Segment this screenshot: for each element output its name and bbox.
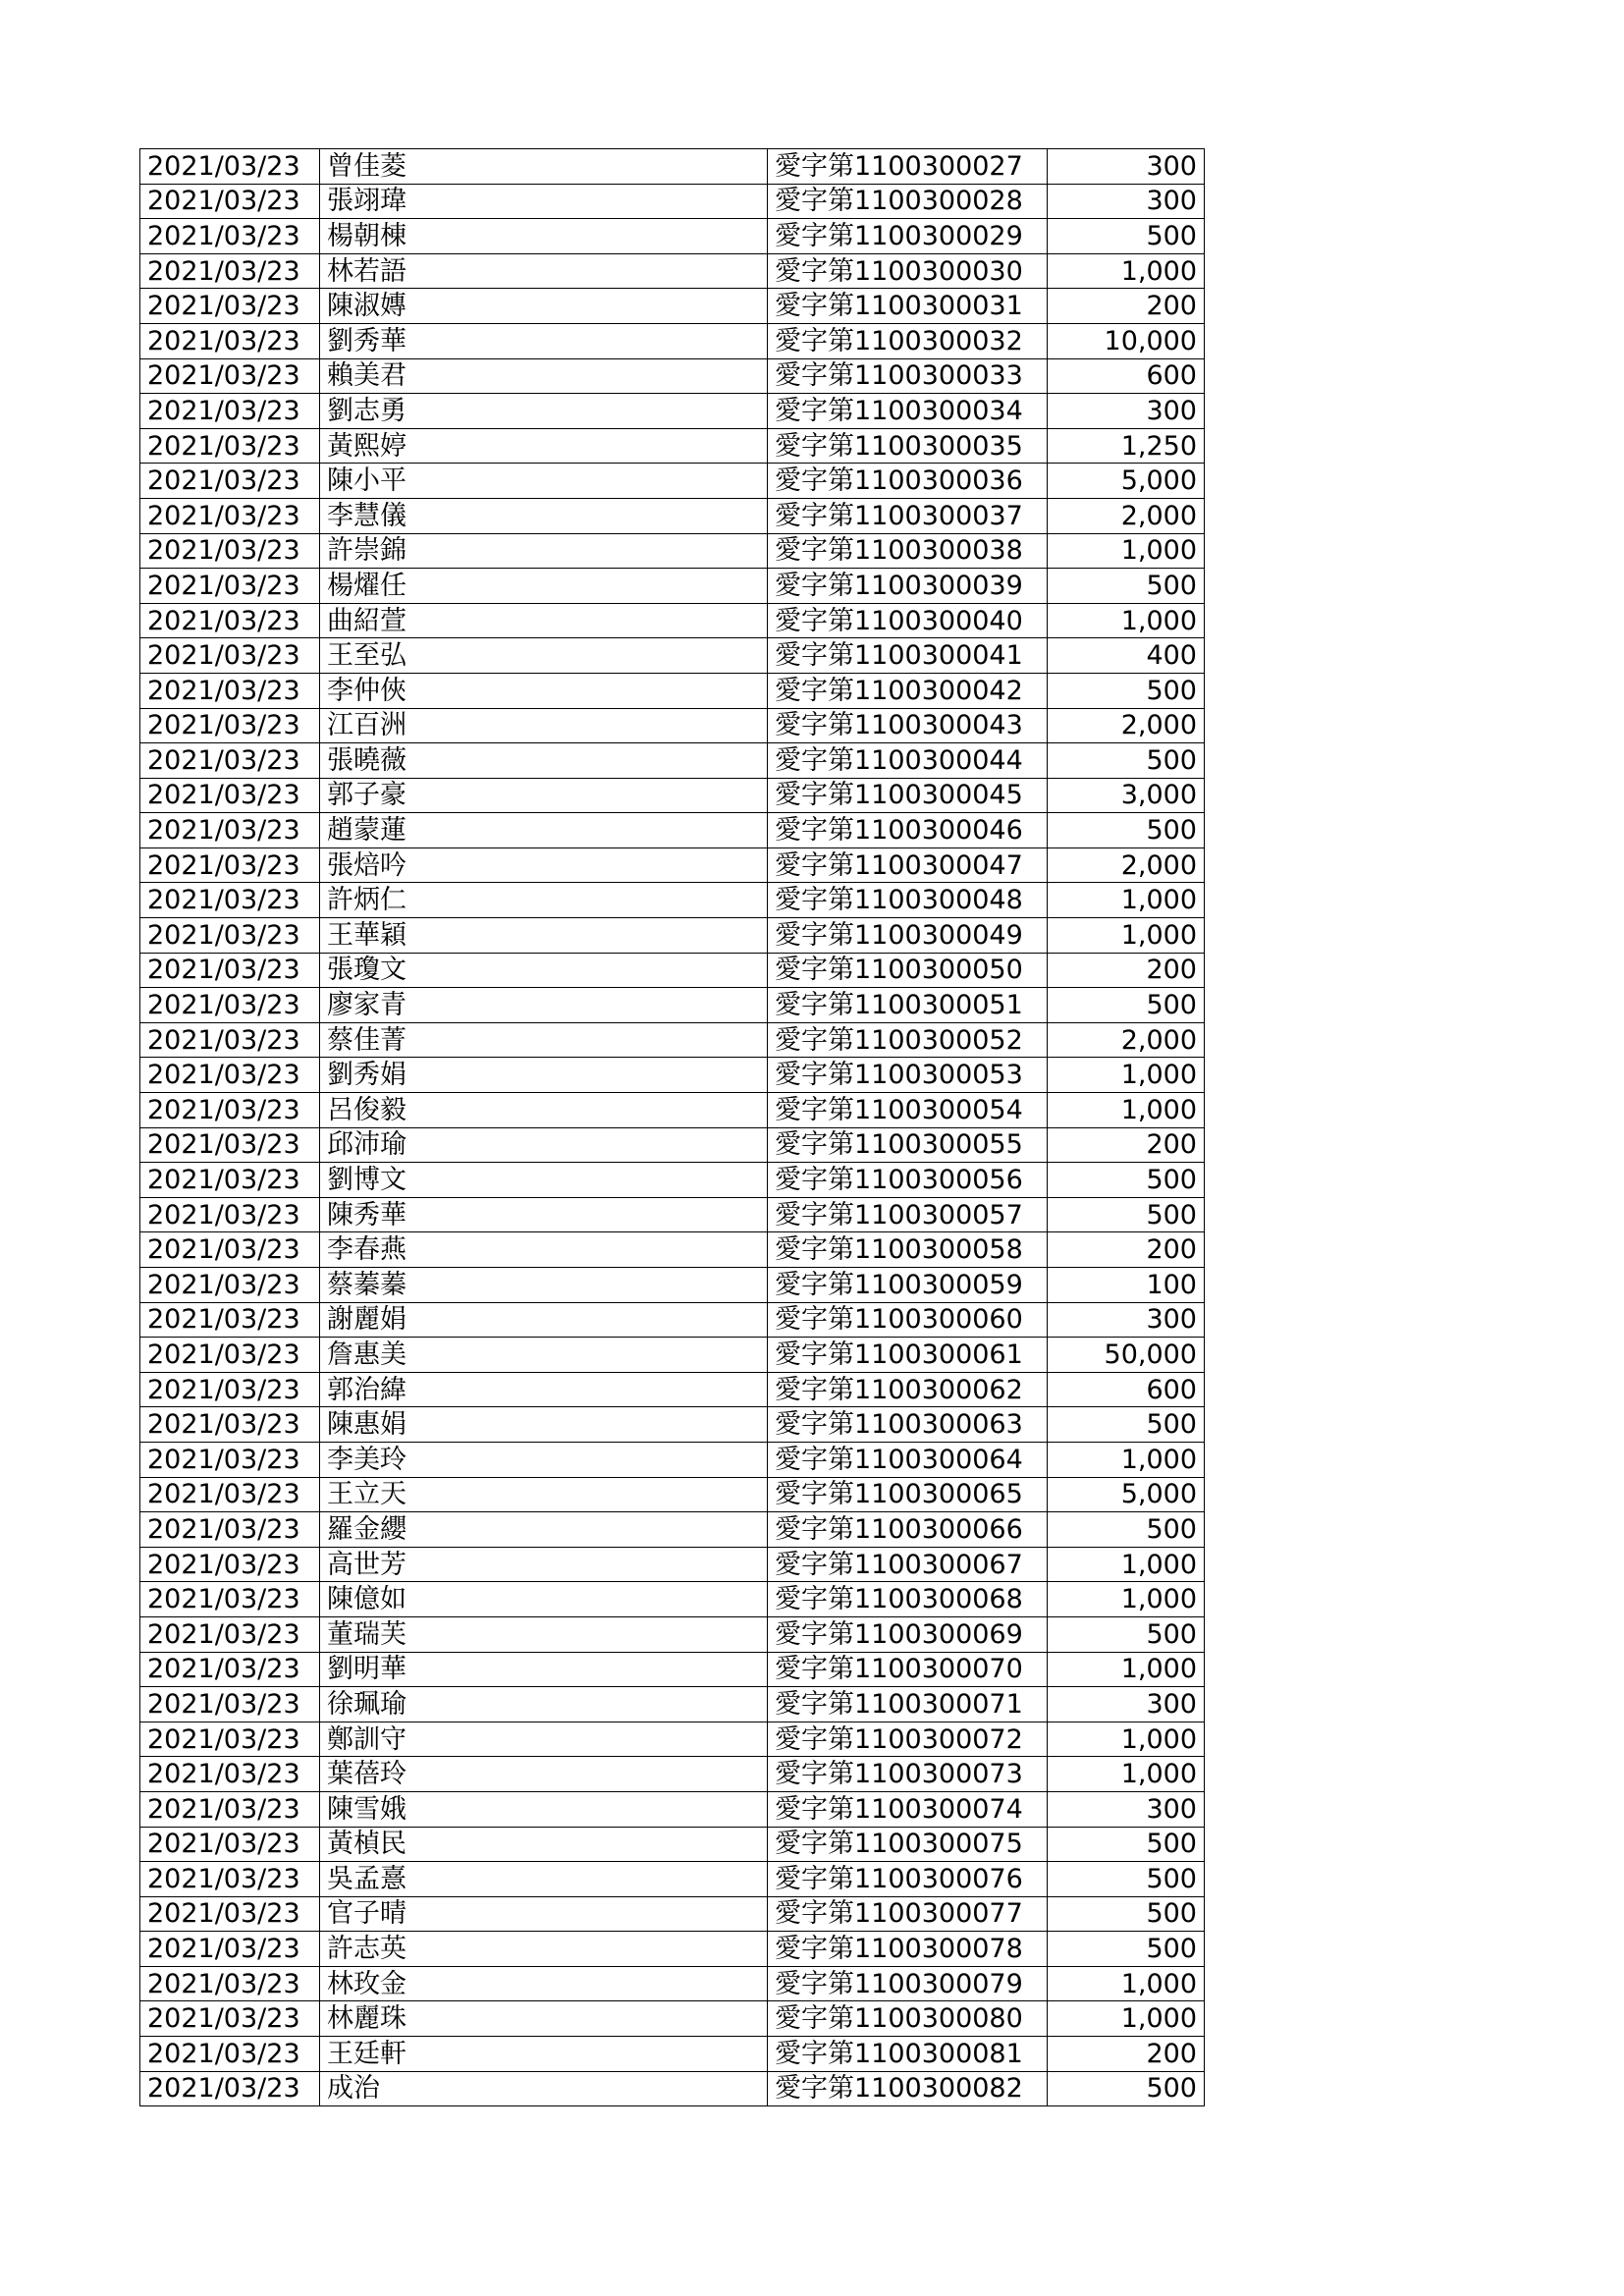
date-cell: 2021/03/23: [140, 394, 320, 429]
amount-cell: 500: [1048, 2071, 1205, 2106]
date-cell: 2021/03/23: [140, 743, 320, 779]
receipt-number-cell: 愛字第1100300034: [768, 394, 1048, 429]
table-row: [140, 988, 1205, 1023]
receipt-number-cell: 愛字第1100300045: [768, 778, 1048, 813]
donor-name-cell: 董瑞芙: [320, 1616, 768, 1652]
donor-name-cell: 郭治緯: [320, 1372, 768, 1407]
table-row: [140, 847, 1205, 883]
receipt-number-cell: 愛字第1100300042: [768, 673, 1048, 708]
receipt-number-cell: 愛字第1100300071: [768, 1687, 1048, 1722]
table-row: [140, 2001, 1205, 2037]
receipt-number-cell: 愛字第1100300053: [768, 1058, 1048, 1093]
table-row: [140, 184, 1205, 219]
receipt-number-cell: 愛字第1100300069: [768, 1616, 1048, 1652]
table-row: [140, 1652, 1205, 1687]
amount-cell: 300: [1048, 1687, 1205, 1722]
donor-name-cell: 劉博文: [320, 1163, 768, 1198]
receipt-number-cell: 愛字第1100300040: [768, 603, 1048, 638]
receipt-number-cell: 愛字第1100300060: [768, 1302, 1048, 1338]
amount-cell: 1,000: [1048, 603, 1205, 638]
amount-cell: 5,000: [1048, 1477, 1205, 1512]
table-row: [140, 533, 1205, 569]
donor-name-cell: 李美玲: [320, 1442, 768, 1477]
receipt-number-cell: 愛字第1100300043: [768, 708, 1048, 743]
date-cell: 2021/03/23: [140, 1163, 320, 1198]
receipt-number-cell: 愛字第1100300082: [768, 2071, 1048, 2106]
date-cell: 2021/03/23: [140, 1652, 320, 1687]
amount-cell: 200: [1048, 289, 1205, 324]
receipt-number-cell: 愛字第1100300027: [768, 149, 1048, 185]
donor-name-cell: 高世芳: [320, 1547, 768, 1582]
amount-cell: 200: [1048, 953, 1205, 988]
donor-name-cell: 許炳仁: [320, 883, 768, 918]
receipt-number-cell: 愛字第1100300046: [768, 813, 1048, 848]
receipt-number-cell: 愛字第1100300059: [768, 1268, 1048, 1303]
amount-cell: 1,250: [1048, 428, 1205, 464]
amount-cell: 500: [1048, 1827, 1205, 1862]
date-cell: 2021/03/23: [140, 1197, 320, 1232]
table-row: [140, 1616, 1205, 1652]
table-row: [140, 1232, 1205, 1268]
receipt-number-cell: 愛字第1100300062: [768, 1372, 1048, 1407]
amount-cell: 500: [1048, 1616, 1205, 1652]
amount-cell: 500: [1048, 1932, 1205, 1967]
table-row: [140, 1127, 1205, 1163]
donor-name-cell: 官子晴: [320, 1896, 768, 1932]
date-cell: 2021/03/23: [140, 358, 320, 394]
receipt-number-cell: 愛字第1100300047: [768, 847, 1048, 883]
amount-cell: 500: [1048, 219, 1205, 254]
date-cell: 2021/03/23: [140, 778, 320, 813]
date-cell: 2021/03/23: [140, 464, 320, 499]
date-cell: 2021/03/23: [140, 1232, 320, 1268]
receipt-number-cell: 愛字第1100300031: [768, 289, 1048, 324]
donor-name-cell: 林玫金: [320, 1966, 768, 2001]
amount-cell: 1,000: [1048, 1966, 1205, 2001]
donor-name-cell: 張焙吟: [320, 847, 768, 883]
donor-name-cell: 詹惠美: [320, 1338, 768, 1373]
receipt-number-cell: 愛字第1100300076: [768, 1862, 1048, 1897]
donor-name-cell: 謝麗娟: [320, 1302, 768, 1338]
receipt-number-cell: 愛字第1100300028: [768, 184, 1048, 219]
table-row: [140, 1093, 1205, 1128]
table-row: [140, 253, 1205, 289]
receipt-number-cell: 愛字第1100300049: [768, 918, 1048, 954]
amount-cell: 300: [1048, 1791, 1205, 1827]
amount-cell: 300: [1048, 394, 1205, 429]
donor-name-cell: 楊燿任: [320, 569, 768, 604]
receipt-number-cell: 愛字第1100300065: [768, 1477, 1048, 1512]
date-cell: 2021/03/23: [140, 428, 320, 464]
receipt-number-cell: 愛字第1100300051: [768, 988, 1048, 1023]
donor-name-cell: 吳孟憙: [320, 1862, 768, 1897]
table-row: [140, 1302, 1205, 1338]
amount-cell: 2,000: [1048, 847, 1205, 883]
amount-cell: 500: [1048, 569, 1205, 604]
table-row: [140, 569, 1205, 604]
donor-name-cell: 劉秀娟: [320, 1058, 768, 1093]
receipt-number-cell: 愛字第1100300063: [768, 1407, 1048, 1443]
donor-name-cell: 江百洲: [320, 708, 768, 743]
donation-table-body: [140, 149, 1205, 2106]
date-cell: 2021/03/23: [140, 1616, 320, 1652]
donor-name-cell: 陳淑嫥: [320, 289, 768, 324]
date-cell: 2021/03/23: [140, 1268, 320, 1303]
donor-name-cell: 郭子豪: [320, 778, 768, 813]
table-row: [140, 1547, 1205, 1582]
table-row: [140, 673, 1205, 708]
amount-cell: 500: [1048, 1512, 1205, 1548]
donor-name-cell: 陳雪娥: [320, 1791, 768, 1827]
date-cell: 2021/03/23: [140, 1722, 320, 1757]
receipt-number-cell: 愛字第1100300074: [768, 1791, 1048, 1827]
date-cell: 2021/03/23: [140, 1058, 320, 1093]
table-row: [140, 394, 1205, 429]
date-cell: 2021/03/23: [140, 673, 320, 708]
donor-name-cell: 蔡佳菁: [320, 1022, 768, 1058]
table-row: [140, 953, 1205, 988]
receipt-number-cell: 愛字第1100300073: [768, 1757, 1048, 1792]
receipt-number-cell: 愛字第1100300033: [768, 358, 1048, 394]
receipt-number-cell: 愛字第1100300055: [768, 1127, 1048, 1163]
amount-cell: 500: [1048, 1896, 1205, 1932]
receipt-number-cell: 愛字第1100300044: [768, 743, 1048, 779]
receipt-number-cell: 愛字第1100300041: [768, 638, 1048, 674]
receipt-number-cell: 愛字第1100300064: [768, 1442, 1048, 1477]
donor-name-cell: 陳秀華: [320, 1197, 768, 1232]
amount-cell: 1,000: [1048, 1093, 1205, 1128]
table-row: [140, 1966, 1205, 2001]
table-row: [140, 708, 1205, 743]
donor-name-cell: 蔡蓁蓁: [320, 1268, 768, 1303]
table-row: [140, 1582, 1205, 1617]
donor-name-cell: 許志英: [320, 1932, 768, 1967]
donor-name-cell: 劉秀華: [320, 323, 768, 358]
amount-cell: 3,000: [1048, 778, 1205, 813]
table-row: [140, 498, 1205, 533]
receipt-number-cell: 愛字第1100300035: [768, 428, 1048, 464]
date-cell: 2021/03/23: [140, 1687, 320, 1722]
donor-name-cell: 陳小平: [320, 464, 768, 499]
donation-table: [139, 148, 1205, 2106]
receipt-number-cell: 愛字第1100300061: [768, 1338, 1048, 1373]
date-cell: 2021/03/23: [140, 1093, 320, 1128]
date-cell: 2021/03/23: [140, 1372, 320, 1407]
date-cell: 2021/03/23: [140, 323, 320, 358]
date-cell: 2021/03/23: [140, 219, 320, 254]
date-cell: 2021/03/23: [140, 813, 320, 848]
table-row: [140, 1862, 1205, 1897]
donor-name-cell: 劉志勇: [320, 394, 768, 429]
table-row: [140, 1022, 1205, 1058]
table-row: [140, 1757, 1205, 1792]
table-row: [140, 1512, 1205, 1548]
donor-name-cell: 張瓊文: [320, 953, 768, 988]
donor-name-cell: 李慧儀: [320, 498, 768, 533]
date-cell: 2021/03/23: [140, 1127, 320, 1163]
amount-cell: 500: [1048, 1163, 1205, 1198]
amount-cell: 1,000: [1048, 1442, 1205, 1477]
amount-cell: 1,000: [1048, 253, 1205, 289]
amount-cell: 1,000: [1048, 883, 1205, 918]
receipt-number-cell: 愛字第1100300054: [768, 1093, 1048, 1128]
donor-name-cell: 王華穎: [320, 918, 768, 954]
donor-name-cell: 呂俊毅: [320, 1093, 768, 1128]
receipt-number-cell: 愛字第1100300057: [768, 1197, 1048, 1232]
donor-name-cell: 張翊瑋: [320, 184, 768, 219]
donor-name-cell: 黃熙婷: [320, 428, 768, 464]
amount-cell: 500: [1048, 743, 1205, 779]
donor-name-cell: 賴美君: [320, 358, 768, 394]
amount-cell: 1,000: [1048, 1722, 1205, 1757]
receipt-number-cell: 愛字第1100300048: [768, 883, 1048, 918]
donor-name-cell: 劉明華: [320, 1652, 768, 1687]
amount-cell: 200: [1048, 2037, 1205, 2072]
table-row: [140, 1268, 1205, 1303]
table-row: [140, 1477, 1205, 1512]
donor-name-cell: 趙蒙蓮: [320, 813, 768, 848]
date-cell: 2021/03/23: [140, 533, 320, 569]
receipt-number-cell: 愛字第1100300078: [768, 1932, 1048, 1967]
table-row: [140, 2071, 1205, 2106]
table-row: [140, 1407, 1205, 1443]
date-cell: 2021/03/23: [140, 1022, 320, 1058]
date-cell: 2021/03/23: [140, 1512, 320, 1548]
receipt-number-cell: 愛字第1100300037: [768, 498, 1048, 533]
table-row: [140, 1442, 1205, 1477]
receipt-number-cell: 愛字第1100300070: [768, 1652, 1048, 1687]
amount-cell: 500: [1048, 673, 1205, 708]
receipt-number-cell: 愛字第1100300068: [768, 1582, 1048, 1617]
table-row: [140, 743, 1205, 779]
date-cell: 2021/03/23: [140, 1407, 320, 1443]
date-cell: 2021/03/23: [140, 2037, 320, 2072]
donor-name-cell: 張曉薇: [320, 743, 768, 779]
amount-cell: 600: [1048, 1372, 1205, 1407]
amount-cell: 200: [1048, 1232, 1205, 1268]
table-row: [140, 219, 1205, 254]
table-row: [140, 289, 1205, 324]
donor-name-cell: 李春燕: [320, 1232, 768, 1268]
date-cell: 2021/03/23: [140, 2071, 320, 2106]
donor-name-cell: 邱沛瑜: [320, 1127, 768, 1163]
table-row: [140, 1197, 1205, 1232]
receipt-number-cell: 愛字第1100300030: [768, 253, 1048, 289]
date-cell: 2021/03/23: [140, 883, 320, 918]
amount-cell: 400: [1048, 638, 1205, 674]
amount-cell: 300: [1048, 149, 1205, 185]
date-cell: 2021/03/23: [140, 149, 320, 185]
date-cell: 2021/03/23: [140, 1757, 320, 1792]
table-row: [140, 603, 1205, 638]
amount-cell: 2,000: [1048, 498, 1205, 533]
date-cell: 2021/03/23: [140, 1932, 320, 1967]
donor-name-cell: 鄭訓守: [320, 1722, 768, 1757]
date-cell: 2021/03/23: [140, 638, 320, 674]
date-cell: 2021/03/23: [140, 953, 320, 988]
donor-name-cell: 陳惠娟: [320, 1407, 768, 1443]
amount-cell: 600: [1048, 358, 1205, 394]
table-row: [140, 428, 1205, 464]
date-cell: 2021/03/23: [140, 1477, 320, 1512]
date-cell: 2021/03/23: [140, 498, 320, 533]
donor-name-cell: 曲紹萱: [320, 603, 768, 638]
amount-cell: 1,000: [1048, 1582, 1205, 1617]
receipt-number-cell: 愛字第1100300029: [768, 219, 1048, 254]
receipt-number-cell: 愛字第1100300080: [768, 2001, 1048, 2037]
donor-name-cell: 李仲俠: [320, 673, 768, 708]
date-cell: 2021/03/23: [140, 253, 320, 289]
date-cell: 2021/03/23: [140, 184, 320, 219]
donor-name-cell: 王廷軒: [320, 2037, 768, 2072]
amount-cell: 200: [1048, 1127, 1205, 1163]
donor-name-cell: 成治: [320, 2071, 768, 2106]
receipt-number-cell: 愛字第1100300039: [768, 569, 1048, 604]
receipt-number-cell: 愛字第1100300081: [768, 2037, 1048, 2072]
amount-cell: 300: [1048, 1302, 1205, 1338]
date-cell: 2021/03/23: [140, 1582, 320, 1617]
receipt-number-cell: 愛字第1100300072: [768, 1722, 1048, 1757]
amount-cell: 500: [1048, 813, 1205, 848]
receipt-number-cell: 愛字第1100300075: [768, 1827, 1048, 1862]
receipt-number-cell: 愛字第1100300056: [768, 1163, 1048, 1198]
receipt-number-cell: 愛字第1100300052: [768, 1022, 1048, 1058]
amount-cell: 2,000: [1048, 708, 1205, 743]
table-row: [140, 883, 1205, 918]
receipt-number-cell: 愛字第1100300077: [768, 1896, 1048, 1932]
date-cell: 2021/03/23: [140, 603, 320, 638]
table-row: [140, 1791, 1205, 1827]
table-row: [140, 1058, 1205, 1093]
table-row: [140, 778, 1205, 813]
donor-name-cell: 許崇錦: [320, 533, 768, 569]
date-cell: 2021/03/23: [140, 569, 320, 604]
donor-name-cell: 羅金纓: [320, 1512, 768, 1548]
table-row: [140, 2037, 1205, 2072]
receipt-number-cell: 愛字第1100300038: [768, 533, 1048, 569]
donor-name-cell: 王立天: [320, 1477, 768, 1512]
amount-cell: 1,000: [1048, 1757, 1205, 1792]
date-cell: 2021/03/23: [140, 708, 320, 743]
table-row: [140, 323, 1205, 358]
table-row: [140, 918, 1205, 954]
donor-name-cell: 徐珮瑜: [320, 1687, 768, 1722]
donor-name-cell: 林若語: [320, 253, 768, 289]
amount-cell: 50,000: [1048, 1338, 1205, 1373]
amount-cell: 1,000: [1048, 2001, 1205, 2037]
amount-cell: 500: [1048, 1862, 1205, 1897]
date-cell: 2021/03/23: [140, 988, 320, 1023]
table-row: [140, 638, 1205, 674]
amount-cell: 1,000: [1048, 1652, 1205, 1687]
amount-cell: 1,000: [1048, 918, 1205, 954]
receipt-number-cell: 愛字第1100300079: [768, 1966, 1048, 2001]
table-row: [140, 149, 1205, 185]
table-row: [140, 358, 1205, 394]
donor-name-cell: 葉蓓玲: [320, 1757, 768, 1792]
donor-name-cell: 陳億如: [320, 1582, 768, 1617]
date-cell: 2021/03/23: [140, 847, 320, 883]
date-cell: 2021/03/23: [140, 1896, 320, 1932]
receipt-number-cell: 愛字第1100300050: [768, 953, 1048, 988]
amount-cell: 1,000: [1048, 1547, 1205, 1582]
date-cell: 2021/03/23: [140, 918, 320, 954]
date-cell: 2021/03/23: [140, 1791, 320, 1827]
donor-name-cell: 楊朝棟: [320, 219, 768, 254]
table-row: [140, 1827, 1205, 1862]
table-row: [140, 1687, 1205, 1722]
donor-name-cell: 曾佳菱: [320, 149, 768, 185]
amount-cell: 100: [1048, 1268, 1205, 1303]
receipt-number-cell: 愛字第1100300067: [768, 1547, 1048, 1582]
table-row: [140, 1896, 1205, 1932]
donor-name-cell: 黃楨民: [320, 1827, 768, 1862]
date-cell: 2021/03/23: [140, 1338, 320, 1373]
table-row: [140, 1372, 1205, 1407]
donor-name-cell: 廖家青: [320, 988, 768, 1023]
amount-cell: 500: [1048, 1407, 1205, 1443]
date-cell: 2021/03/23: [140, 1302, 320, 1338]
amount-cell: 1,000: [1048, 1058, 1205, 1093]
date-cell: 2021/03/23: [140, 1442, 320, 1477]
table-row: [140, 1932, 1205, 1967]
table-row: [140, 1722, 1205, 1757]
donor-name-cell: 王至弘: [320, 638, 768, 674]
receipt-number-cell: 愛字第1100300066: [768, 1512, 1048, 1548]
amount-cell: 5,000: [1048, 464, 1205, 499]
table-row: [140, 1163, 1205, 1198]
date-cell: 2021/03/23: [140, 289, 320, 324]
receipt-number-cell: 愛字第1100300032: [768, 323, 1048, 358]
date-cell: 2021/03/23: [140, 1966, 320, 2001]
amount-cell: 1,000: [1048, 533, 1205, 569]
amount-cell: 10,000: [1048, 323, 1205, 358]
amount-cell: 500: [1048, 1197, 1205, 1232]
table-row: [140, 813, 1205, 848]
donor-name-cell: 林麗珠: [320, 2001, 768, 2037]
date-cell: 2021/03/23: [140, 1827, 320, 1862]
table-row: [140, 1338, 1205, 1373]
amount-cell: 2,000: [1048, 1022, 1205, 1058]
date-cell: 2021/03/23: [140, 1862, 320, 1897]
table-row: [140, 464, 1205, 499]
receipt-number-cell: 愛字第1100300036: [768, 464, 1048, 499]
receipt-number-cell: 愛字第1100300058: [768, 1232, 1048, 1268]
date-cell: 2021/03/23: [140, 2001, 320, 2037]
amount-cell: 300: [1048, 184, 1205, 219]
date-cell: 2021/03/23: [140, 1547, 320, 1582]
amount-cell: 500: [1048, 988, 1205, 1023]
